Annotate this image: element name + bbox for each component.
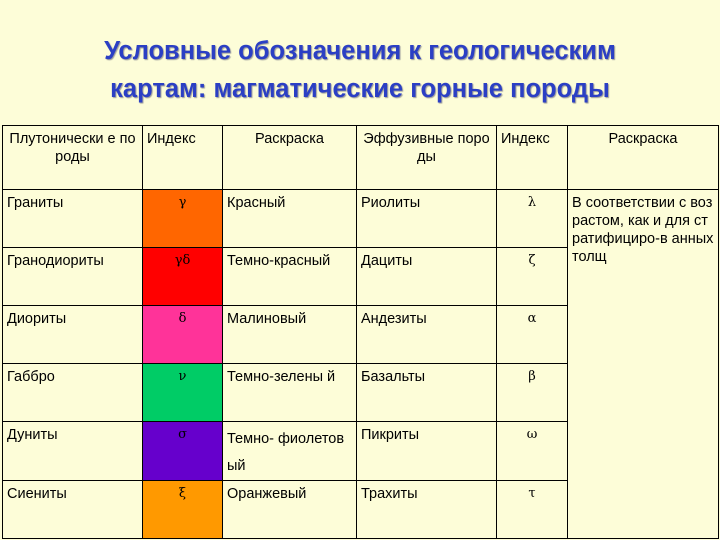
rock-legend-table <box>2 125 719 539</box>
effusive-cell: Пикриты <box>357 422 497 481</box>
table-row <box>3 190 719 248</box>
color-name-cell: Темно- фиолетовый <box>223 422 357 481</box>
effusive-cell: Базальты <box>357 364 497 422</box>
effusive-cell: Дациты <box>357 248 497 306</box>
effusive-index-cell: λ <box>497 190 568 248</box>
index-swatch-cell: ν <box>143 364 223 422</box>
effusive-index-cell: τ <box>497 481 568 539</box>
color-name-cell: Темно-зелены й <box>223 364 357 422</box>
header-effusive: Эффузивные породы <box>357 126 497 190</box>
header-plutonic: Плутонически е породы <box>3 126 143 190</box>
plutonic-cell: Дуниты <box>3 422 143 481</box>
header-color-1: Раскраска <box>223 126 357 190</box>
color-name-cell: Малиновый <box>223 306 357 364</box>
color-name-cell: Темно-красный <box>223 248 357 306</box>
index-swatch-cell: σ <box>143 422 223 481</box>
header-index-1: Индекс <box>143 126 223 190</box>
header-row <box>3 126 719 190</box>
page-title <box>0 32 720 108</box>
title-line-2: картам: магматические горные породы <box>110 75 610 103</box>
color-name-cell: Красный <box>223 190 357 248</box>
color-name-cell: Оранжевый <box>223 481 357 539</box>
plutonic-cell: Гранодиориты <box>3 248 143 306</box>
effusive-cell: Трахиты <box>357 481 497 539</box>
index-swatch-cell: γδ <box>143 248 223 306</box>
plutonic-cell: Диориты <box>3 306 143 364</box>
index-swatch-cell: ξ <box>143 481 223 539</box>
effusive-index-cell: β <box>497 364 568 422</box>
header-color-2: Раскраска <box>568 126 719 190</box>
plutonic-cell: Сиениты <box>3 481 143 539</box>
effusive-index-cell: ω <box>497 422 568 481</box>
effusive-index-cell: ζ <box>497 248 568 306</box>
effusive-cell: Риолиты <box>357 190 497 248</box>
index-swatch-cell: δ <box>143 306 223 364</box>
plutonic-cell: Граниты <box>3 190 143 248</box>
effusive-cell: Андезиты <box>357 306 497 364</box>
header-index-2: Индекс <box>497 126 568 190</box>
effusive-index-cell: α <box>497 306 568 364</box>
title-line-1: Условные обозначения к геологическим <box>104 37 616 65</box>
index-swatch-cell: γ <box>143 190 223 248</box>
plutonic-cell: Габбро <box>3 364 143 422</box>
effusive-color-note: В соответствии с возрастом, как и для стратифициро-в анных толщ <box>568 190 719 539</box>
